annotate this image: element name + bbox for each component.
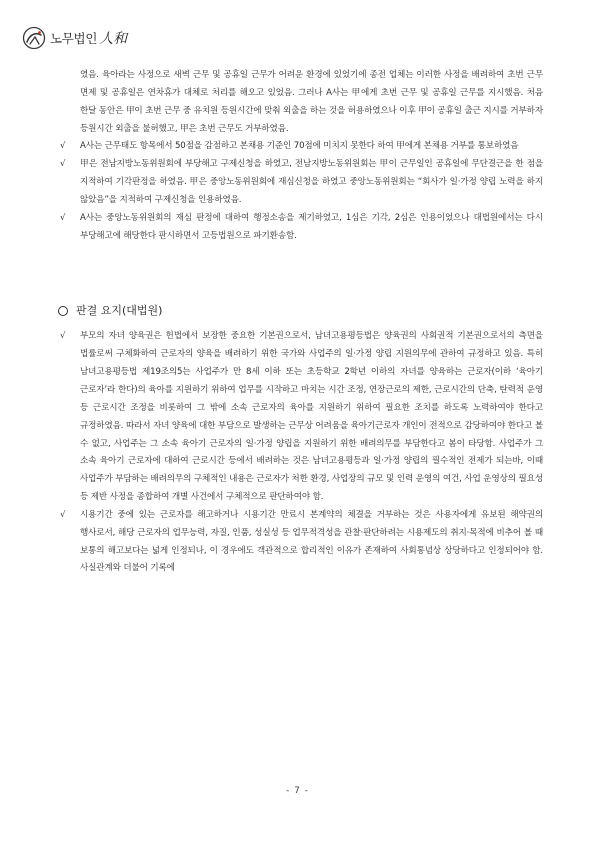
check-mark-icon: √ (60, 141, 66, 152)
document-body (58, 67, 543, 578)
ruling-bullet-text: 부모의 자녀 양육권은 헌법에서 보장한 중요한 기본권으로서, 남녀고용평등법은 양육권의 사회권적 기본권으로서의 측면을 법률로써 구체화하여 근로자의 양육을 배려하기 위한 국가와 사업주의 일·가정 양립 지원의무에 관하여 규정하고 있음. 특히 남녀고용평등법 제19조의5는 사업주가 만 8세 이하 또는 초등학교 2학년 이하의 자녀를 양육하는 근로자(이하 ‘육아기 근로자’라 한다)의 육아를 지원하기 위하여 업무를 시작하고 마치는 시간 조정, 연장근로의 제한, 근로시간의 단축, 탄력적 운영 등 근로시간 조정을 비롯하여 그 밖에 소속 근로자의 육아를 지원하기 위하여 필요한 조치를 하도록 노력하여야 한다고 규정하였음. 따라서 자녀 양육에 대한 부담으로 발생하는 근무상 어려움을 육아기근로자 개인이 전적으로 감당하여야 한다고 볼 수 없고, 사업주는 그 소속 육아기 근로자의 일·가정 양립을 지원하기 위한 배려의무를 부담한다고 봄이 타당함. 사업주가 그 소속 육아기 근로자에 대하여 근로시간 등에서 배려하는 것은 남녀고용평등과 일·가정 양립의 필수적인 전제가 되는바, 이때 사업주가 부담하는 배려의무의 구체적인 내용은 근로자가 처한 환경, 사업장의 규모 및 인력 운영의 여건, 사업 운영상의 필요성 등 제반 사정을 종합하여 개별 사건에서 구체적으로 판단하여야 함. (80, 331, 543, 503)
check-mark-icon: √ (60, 509, 66, 520)
intro-paragraph: 였음. 육아라는 사정으로 새벽 근무 및 공휴일 근무가 어려운 환경에 있었기에 종전 업체는 이러한 사정을 배려하여 초번 근무 면제 및 공휴일은 연차휴가 대체로 처리를 해오고 있었음. 그러나 A사는 甲에게 초번 근무 및 공휴일 근무를 지시했음. 처음 한달 동안은 甲이 초번 근무 중 유치원 등원시간에 맞춰 외출을 하는 것을 허용하였으나 이후 甲이 공휴일 출근 지시를 거부하자 등원시간 외출을 불허했고, 甲은 초번 근무도 거부하였음. (80, 70, 543, 134)
section-heading (58, 301, 543, 321)
check-mark-icon: √ (60, 159, 66, 170)
case-bullet-text: 甲은 전남지방노동위원회에 부당해고 구제신청을 하였고, 전남지방노동위원회는 甲이 근무일인 공휴일에 무단결근을 한 점을 지적하여 기각판정을 하였음. 甲은 중앙노동위원회에 재심신청을 하였고 중앙노동위원회는 “회사가 일·가정 양립 노력을 하지 않았음”을 지적하여 구제신청을 인용하였음. (80, 159, 543, 205)
case-bullet-text: A사는 중앙노동위원회의 재심 판정에 대하여 행정소송을 제기하였고, 1심은 기각, 2심은 인용이었으나 대법원에서는 다시 부당해고에 해당한다 판시하면서 고등법원으로 파기환송함. (80, 212, 543, 241)
circle-bullet-icon (58, 306, 68, 316)
company-logo-icon (22, 26, 46, 50)
case-bullet-1 (58, 138, 543, 156)
check-mark-icon: √ (60, 212, 66, 223)
page-number: - 7 - (286, 786, 309, 796)
check-mark-icon: √ (60, 331, 66, 342)
page-header (22, 25, 127, 51)
ruling-bullet-text: 시용기간 중에 있는 근로자를 해고하거나 시용기간 만료시 본계약의 체결을 거부하는 것은 사용자에게 유보된 해약권의 행사로서, 해당 근로자의 업무능력, 자질, 인품, 성실성 등 업무적격성을 관찰·판단하려는 시용제도의 취지·목적에 비추어 볼 때 보통의 해고보다는 넓게 인정되나, 이 경우에도 객관적으로 합리적인 이유가 존재하여 사회통념상 상당하다고 인정되어야 함. 사실관계와 더불어 기록에 (80, 509, 543, 574)
ruling-bullet-2 (58, 507, 543, 578)
ruling-bullet-1 (58, 328, 543, 506)
brand-hanja: 人和 (99, 31, 128, 47)
case-bullet-2 (58, 156, 543, 210)
section-heading-text: 판결 요지(대법원) (76, 304, 163, 318)
brand-name: 노무법인 (50, 31, 98, 46)
case-bullet-text: A사는 근무태도 항목에서 50점을 감점하고 본채용 기준인 70점에 미치지 못한다 하여 甲에게 본채용 거부를 통보하였음 (80, 141, 519, 152)
case-bullet-3 (58, 210, 543, 246)
